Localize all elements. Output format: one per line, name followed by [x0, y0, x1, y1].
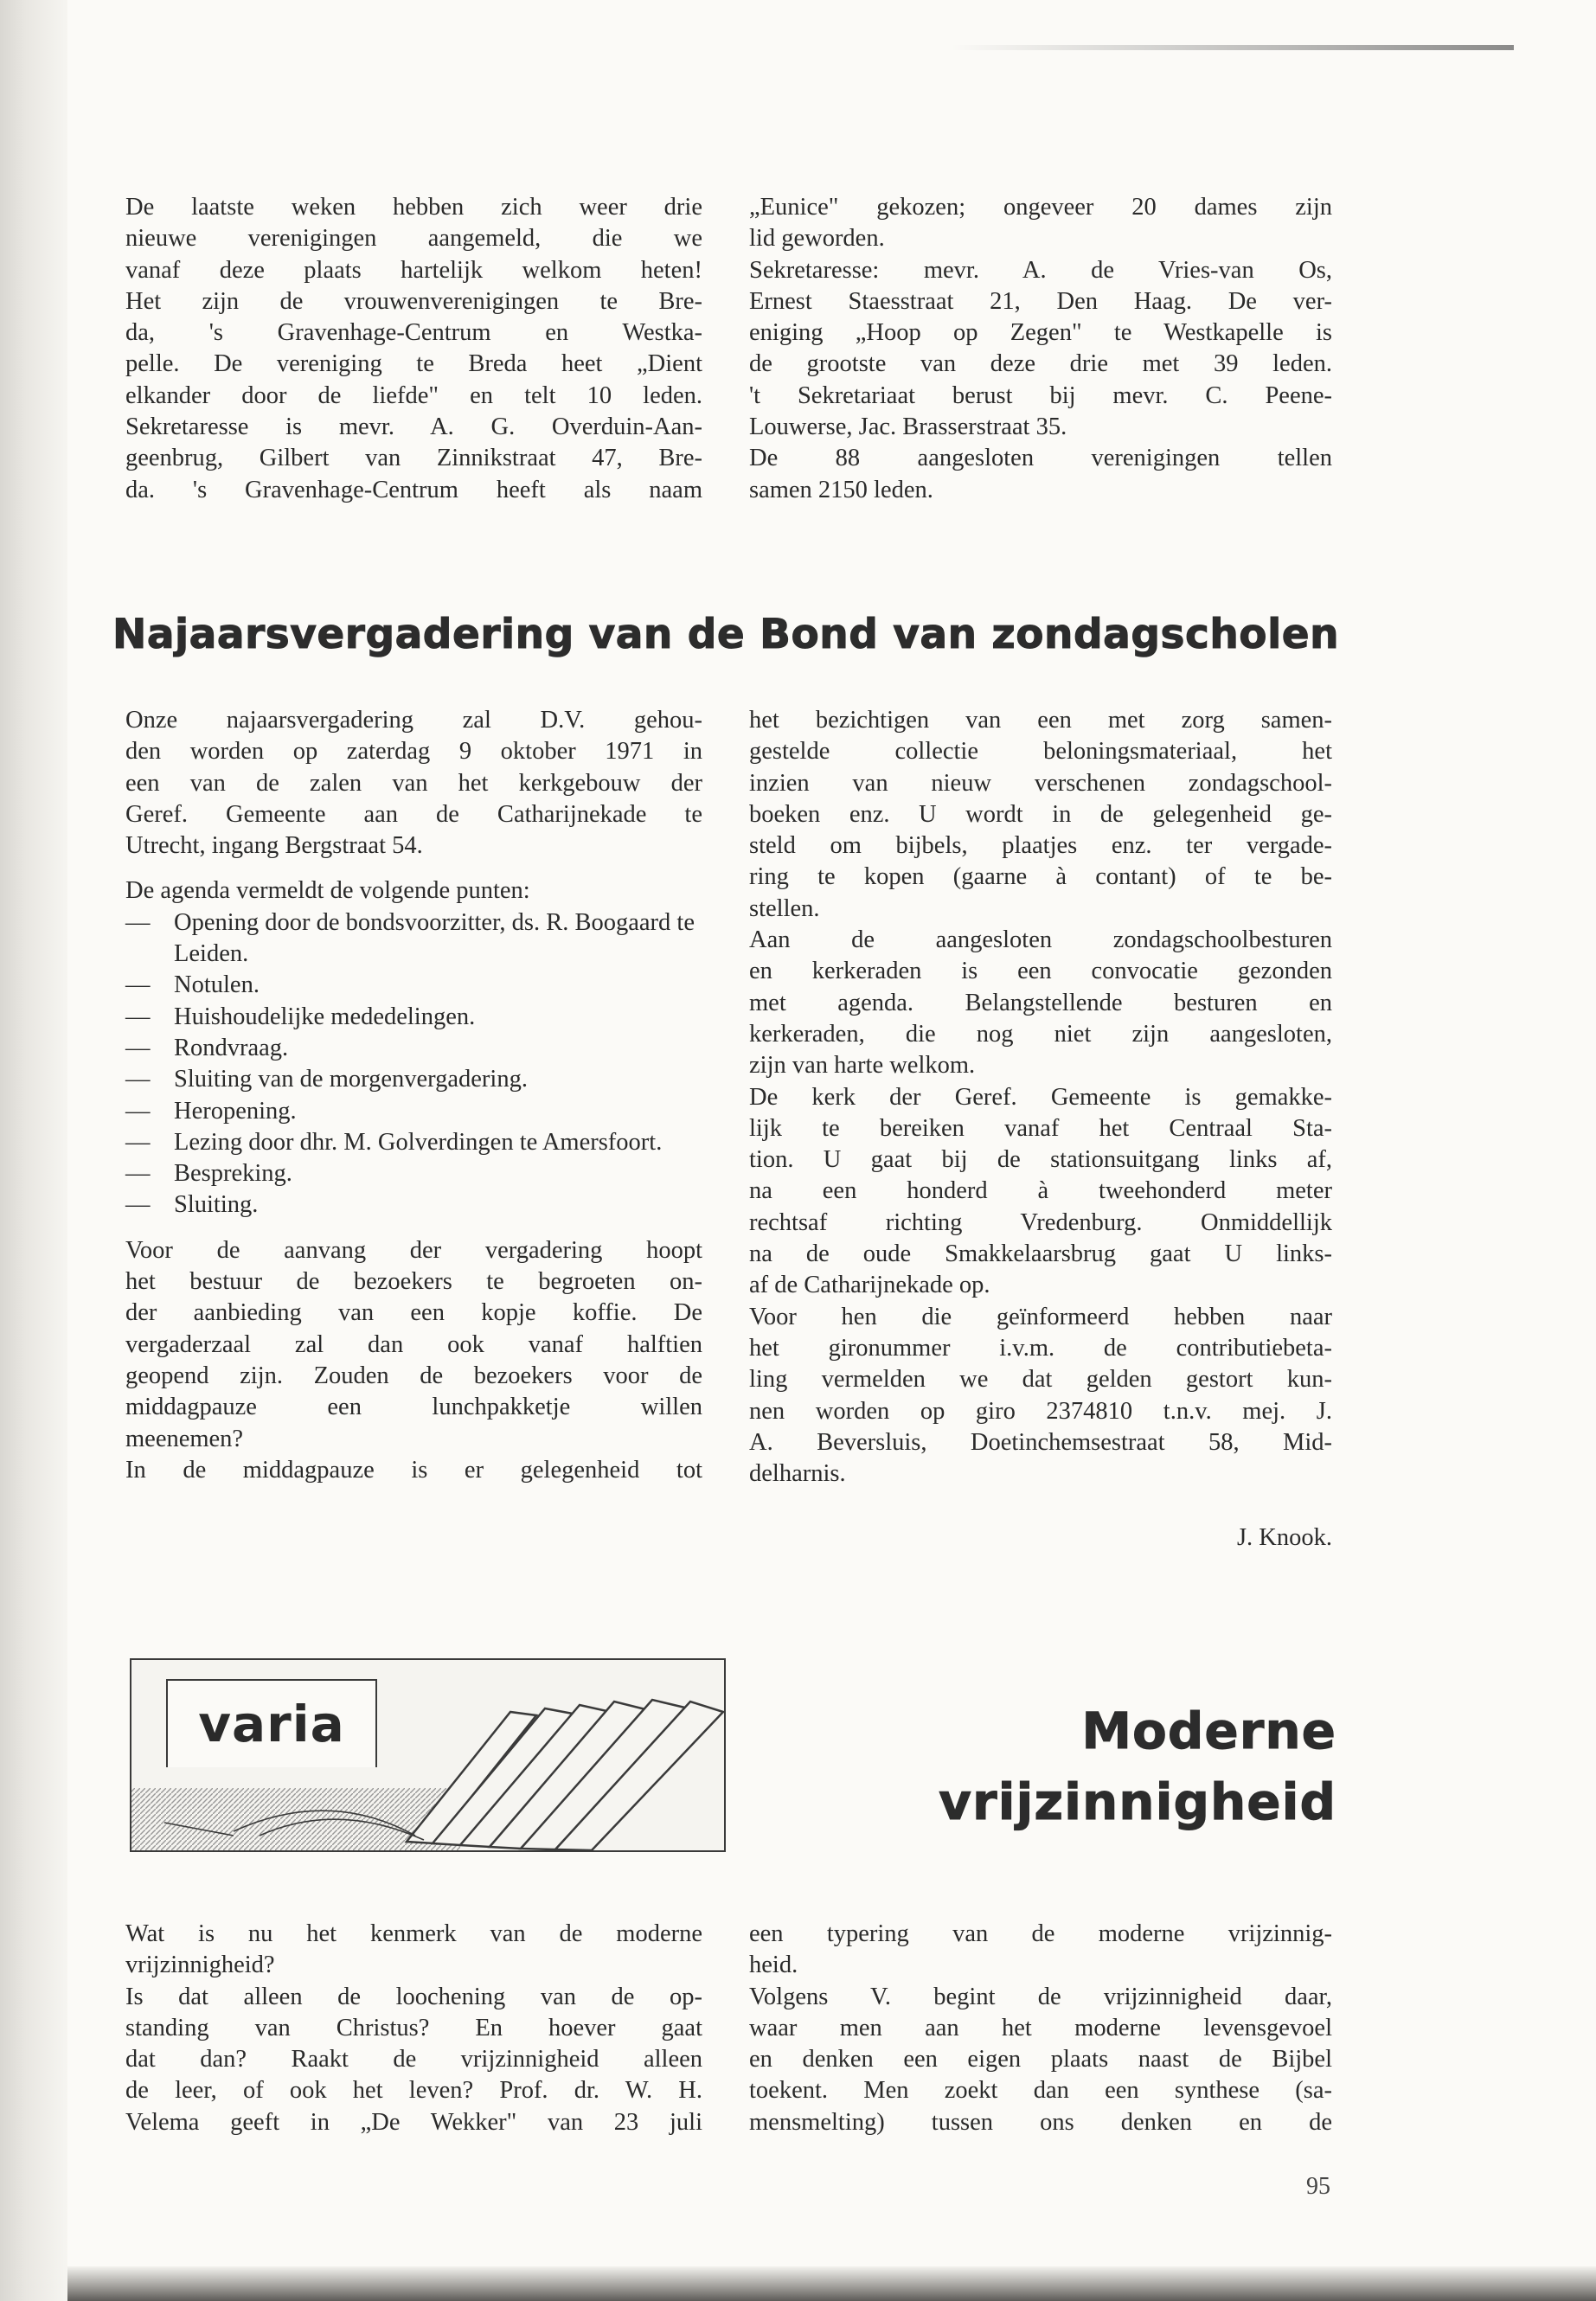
agenda-intro: De agenda vermeldt de volgende punten: [125, 877, 530, 905]
text-line: Het zijn de vrouwenverenigingen te Bre- [125, 287, 702, 315]
agenda-item: — Huishoudelijke mededelingen. [125, 1002, 702, 1033]
text-line: en kerkeraden is een convocatie gezonden [749, 958, 1332, 985]
text-line: lid geworden. [749, 225, 885, 253]
text-line: standing van Christus? En hoever gaat [125, 2014, 702, 2041]
agenda-item: — Rondvraag. [125, 1033, 702, 1064]
text-line: Ernest Staesstraat 21, Den Haag. De ver- [749, 287, 1332, 315]
text-line: boeken enz. U wordt in de gelegenheid ge- [749, 800, 1332, 828]
text-line: A. Beversluis, Doetinchemsestraat 58, Mid- [749, 1428, 1332, 1456]
agenda-item: — Sluiting. [125, 1189, 702, 1221]
title-line-1: Moderne [1081, 1702, 1336, 1760]
text-line: Geref. Gemeente aan de Catharijnekade te [125, 800, 702, 828]
article3-title [939, 1695, 1336, 1837]
text-line: het gironummer i.v.m. de contributiebeta- [749, 1334, 1332, 1362]
text-line: stellen. [749, 894, 820, 922]
text-line: meenemen? [125, 1425, 244, 1452]
article2-title: Najaarsvergadering van de Bond van zondagscholen [112, 611, 1340, 658]
text-line: samen 2150 leden. [749, 476, 933, 503]
agenda-item: — Bespreking. [125, 1158, 702, 1189]
text-line: 't Sekretariaat berust bij mevr. C. Peene- [749, 381, 1332, 409]
text-line: den worden op zaterdag 9 oktober 1971 in [125, 738, 702, 766]
text-line: af de Catharijnekade op. [749, 1272, 990, 1299]
article2-left-column [125, 705, 702, 1486]
text-line: Is dat alleen de loochening van de op- [125, 1983, 702, 2010]
text-line: nen worden op giro 2374810 t.n.v. mej. J. [749, 1397, 1332, 1425]
text-line: da, 's Gravenhage-Centrum en Westka- [125, 319, 702, 347]
text-line: geopend zijn. Zouden de bezoekers voor de [125, 1362, 702, 1389]
text-line: steld om bijbels, plaatjes enz. ter vergade- [749, 832, 1332, 860]
text-line: lijk te bereiken vanaf het Centraal Sta- [749, 1114, 1332, 1142]
text-line: de grootste van deze drie met 39 leden. [749, 350, 1332, 378]
text-line: Velema geeft in „De Wekker" van 23 juli [125, 2108, 702, 2136]
agenda-item: — Lezing door dhr. M. Golverdingen te Amersfoort. [125, 1127, 702, 1158]
text-line: het bestuur de bezoekers te begroeten on- [125, 1268, 702, 1296]
signature: J. Knook. [1236, 1524, 1332, 1552]
text-line: nieuwe verenigingen aangemeld, die we [125, 225, 702, 253]
text-line: en denken een eigen plaats naast de Bijbel [749, 2046, 1332, 2073]
text-line: da. 's Gravenhage-Centrum heeft als naam [125, 476, 702, 503]
text-line: heid. [749, 1952, 798, 1979]
text-line: Sekretaresse is mevr. A. G. Overduin-Aan- [125, 413, 702, 441]
text-line: De 88 aangesloten verenigingen tellen [749, 445, 1332, 472]
text-line: Utrecht, ingang Bergstraat 54. [125, 832, 423, 860]
article1-left-column [125, 192, 702, 506]
text-line: gestelde collectie beloningsmateriaal, het [749, 738, 1332, 766]
text-line: Voor de aanvang der vergadering hoopt [125, 1236, 702, 1264]
text-line: ling vermelden we dat gelden gestort kun- [749, 1366, 1332, 1394]
text-line: kerkeraden, die nog niet zijn aangesloten, [749, 1020, 1332, 1048]
agenda-item: — Opening door de bondsvoorzitter, ds. R. Boogaard te Leiden. [125, 907, 702, 971]
text-line: geenbrug, Gilbert van Zinnikstraat 47, Bre- [125, 445, 702, 472]
agenda-item: — Heropening. [125, 1096, 702, 1127]
text-line: inzien van nieuw verschenen zondagschool- [749, 769, 1332, 797]
text-line: rechtsaf richting Vredenburg. Onmiddellijk [749, 1208, 1332, 1236]
article3-left-column [125, 1919, 702, 2138]
text-line: Volgens V. begint de vrijzinnigheid daar, [749, 1983, 1332, 2010]
text-line: De kerk der Geref. Gemeente is gemakke- [749, 1083, 1332, 1111]
text-line: mensmelting) tussen ons denken en de [749, 2108, 1332, 2136]
text-line: vrijzinnigheid? [125, 1952, 275, 1979]
text-line: Voor hen die geïnformeerd hebben naar [749, 1303, 1332, 1330]
agenda-item: — Notulen. [125, 970, 702, 1001]
article1-right-column [749, 192, 1332, 506]
text-line: eniging „Hoop op Zegen" te Westkapelle is [749, 319, 1332, 347]
text-line: toekent. Men zoekt dan een synthese (sa- [749, 2077, 1332, 2105]
text-line: Sekretaresse: mevr. A. de Vries-van Os, [749, 256, 1332, 284]
text-line: Louwerse, Jac. Brasserstraat 35. [749, 413, 1067, 441]
text-line: pelle. De vereniging te Breda heet „Dient [125, 350, 702, 378]
text-line: het bezichtigen van een met zorg samen- [749, 707, 1332, 734]
text-line: middagpauze een lunchpakketje willen [125, 1394, 702, 1421]
text-line: met agenda. Belangstellende besturen en [749, 989, 1332, 1016]
agenda-item: — Sluiting van de morgenvergadering. [125, 1064, 702, 1095]
text-line: na een honderd à tweehonderd meter [749, 1177, 1332, 1205]
text-line: zijn van harte welkom. [749, 1052, 976, 1080]
agenda-list [125, 907, 702, 1221]
article3-right-column [749, 1919, 1332, 2138]
text-line: waar men aan het moderne levensgevoel [749, 2014, 1332, 2041]
text-line: na de oude Smakkelaarsbrug gaat U links- [749, 1240, 1332, 1268]
page-edge-shadow [0, 0, 67, 2301]
text-line: elkander door de liefde" en telt 10 leden. [125, 381, 702, 409]
text-line: delharnis. [749, 1460, 846, 1488]
text-line: vanaf deze plaats hartelijk welkom heten! [125, 256, 702, 284]
text-line: der aanbieding van een kopje koffie. De [125, 1299, 702, 1327]
text-line: Onze najaarsvergadering zal D.V. gehou- [125, 707, 702, 734]
text-line: „Eunice" gekozen; ongeveer 20 dames zijn [749, 194, 1332, 221]
text-line: een van de zalen van het kerkgebouw der [125, 769, 702, 797]
text-line: De laatste weken hebben zich weer drie [125, 194, 702, 221]
text-line: In de middagpauze is er gelegenheid tot [125, 1456, 702, 1484]
text-line: vergaderzaal zal dan ook vanaf halftien [125, 1330, 702, 1358]
text-line: dat dan? Raakt de vrijzinnigheid alleen [125, 2046, 702, 2073]
text-line: tion. U gaat bij de stationsuitgang links af, [749, 1146, 1332, 1174]
text-line: Aan de aangesloten zondagschoolbesturen [749, 926, 1332, 954]
page-edge-bottom-shadow [67, 2266, 1596, 2301]
text-line: ring te kopen (gaarne à contant) of te be- [749, 863, 1332, 891]
article2-right-column [749, 705, 1332, 1554]
scan-mark [952, 45, 1514, 50]
varia-label: varia [166, 1679, 377, 1767]
page-number: 95 [1306, 2173, 1330, 2200]
text-line: een typering van de moderne vrijzinnig- [749, 1920, 1332, 1947]
title-line-2: vrijzinnigheid [939, 1772, 1336, 1831]
text-line: Wat is nu het kenmerk van de moderne [125, 1920, 702, 1947]
text-line: de leer, of ook het leven? Prof. dr. W. H. [125, 2077, 702, 2105]
